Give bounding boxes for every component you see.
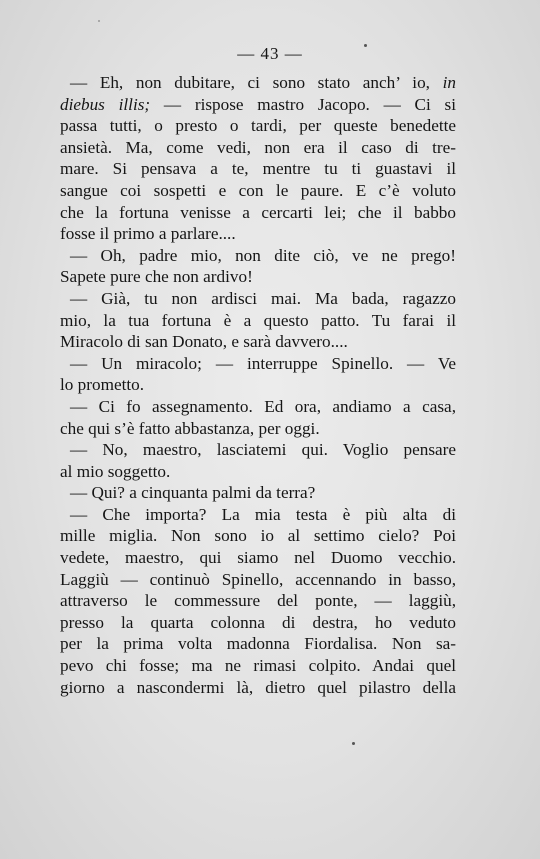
text-line <box>60 439 456 461</box>
text-line <box>60 310 456 332</box>
text-segment: Laggiù — continuò Spinello, accennando in basso, <box>60 569 456 589</box>
text-line <box>60 245 456 267</box>
text-segment: — No, maestro, lasciatemi qui. Voglio pensare <box>70 440 456 460</box>
text-line <box>60 525 456 547</box>
text-segment: al mio soggetto. <box>60 461 171 481</box>
text-line <box>60 353 456 375</box>
body-text <box>60 72 456 698</box>
text-line <box>60 180 456 202</box>
text-segment: — Oh, padre mio, non dite ciò, ve ne prego! <box>70 245 456 265</box>
text-line <box>60 590 456 612</box>
text-line <box>60 504 456 526</box>
text-line <box>60 677 456 699</box>
text-line <box>60 288 456 310</box>
text-line <box>60 331 456 353</box>
text-segment: in <box>442 73 456 92</box>
text-segment: per la prima volta madonna Fiordalisa. Non sa- <box>60 634 456 654</box>
page-number: — 43 — <box>237 44 303 63</box>
text-line <box>60 223 456 245</box>
text-segment: — rispose mastro Jacopo. — Ci si <box>150 94 457 114</box>
print-speck <box>364 44 367 47</box>
text-line <box>60 266 456 288</box>
text-line <box>60 612 456 634</box>
text-segment: attraverso le commessure del ponte, — laggiù, <box>60 591 456 611</box>
text-segment: presso la quarta colonna di destra, ho veduto <box>60 612 456 632</box>
text-line <box>60 633 456 655</box>
text-segment: — Eh, non dubitare, ci sono stato anch’ io, <box>70 73 443 92</box>
text-segment: — Già, tu non ardisci mai. Ma bada, ragazzo <box>70 288 456 308</box>
text-segment: vedete, maestro, qui siamo nel Duomo vecchio. <box>60 548 456 568</box>
text-segment: diebus illis; <box>60 94 151 114</box>
print-speck <box>98 20 100 22</box>
text-segment: Miracolo di san Donato, e sarà davvero.... <box>60 332 348 352</box>
text-segment: mio, la tua fortuna è a questo patto. Tu farai il <box>60 310 456 330</box>
text-segment: — Qui? a cinquanta palmi da terra? <box>70 483 316 503</box>
text-line <box>60 115 456 137</box>
text-line <box>60 158 456 180</box>
text-segment: lo prometto. <box>60 375 145 395</box>
text-segment: che la fortuna venisse a cercarti lei; che il babbo <box>60 202 456 222</box>
text-line <box>60 72 456 94</box>
print-speck <box>352 742 355 745</box>
text-segment: ansietà. Ma, come vedi, non era il caso di tre- <box>60 137 456 157</box>
text-segment: mille miglia. Non sono io al settimo cielo? Poi <box>60 526 456 546</box>
text-line <box>60 374 456 396</box>
text-segment: giorno a nascondermi là, dietro quel pilastro della <box>60 677 456 697</box>
text-line <box>60 202 456 224</box>
text-segment: sangue coi sospetti e con le paure. E c’è voluto <box>60 180 456 200</box>
text-segment: pevo chi fosse; ma ne rimasi colpito. Andai quel <box>60 656 456 676</box>
text-line <box>60 655 456 677</box>
text-line <box>60 418 456 440</box>
text-segment: mare. Si pensava a te, mentre tu ti guastavi il <box>60 159 456 179</box>
text-segment: Sapete pure che non ardivo! <box>60 267 253 287</box>
text-line <box>60 396 456 418</box>
text-segment: fosse il primo a parlare.... <box>60 224 236 244</box>
text-segment: che qui s’è fatto abbastanza, per oggi. <box>60 418 320 438</box>
text-segment: — Che importa? La mia testa è più alta di <box>70 504 456 524</box>
text-line <box>60 94 456 116</box>
text-line <box>60 569 456 591</box>
text-segment: passa tutti, o presto o tardi, per queste benedette <box>60 116 456 136</box>
text-segment: — Un miracolo; — interruppe Spinello. — Ve <box>70 353 456 373</box>
text-line <box>60 547 456 569</box>
text-line <box>60 137 456 159</box>
text-segment: — Ci fo assegnamento. Ed ora, andiamo a casa, <box>70 396 456 416</box>
text-line <box>60 482 456 504</box>
text-line <box>60 461 456 483</box>
